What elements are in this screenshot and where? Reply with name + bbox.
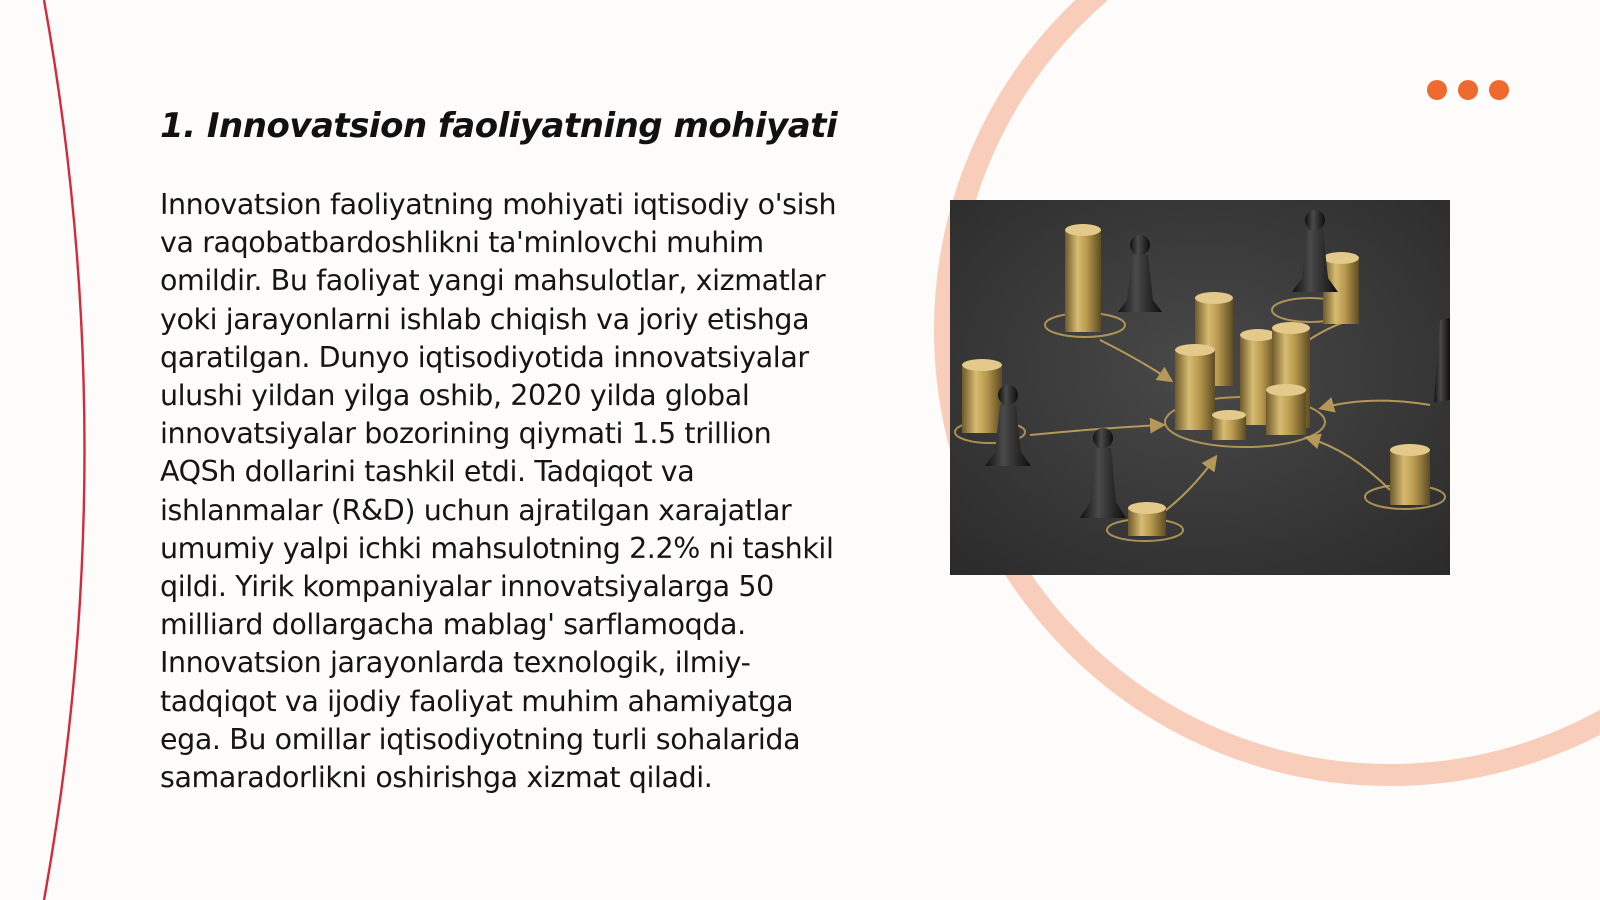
dot-2 [1458,80,1478,100]
three-dots-icon[interactable] [1427,80,1509,100]
dot-1 [1427,80,1447,100]
slide-body-text: Innovatsion faoliyatning mohiyati iqtisodiy o'sish va raqobatbardoshlikni ta'minlovchi muhim omildir. Bu faoliyat yangi mahsulotlar, xizmatlar yoki jarayonlarni ishlab chiqish va joriy etishga qaratilgan. Dunyo iqtisodiyotida innovatsiyalar ulushi yildan yilga oshib, 2020 yilda global innovatsiyalar bozorining qiymati 1.5 trillion AQSh dollarini tashkil etdi. Tadqiqot va ishlanmalar (R&D) uchun ajratilgan xarajatlar umumiy yalpi ichki mahsulotning 2.2% ni tashkil qildi. Yirik kompaniyalar innovatsiyalarga 50 milliard dollargacha mablag' sarflamoqda. Innovatsion jarayonlarda texnologik, ilmiy-tadqiqot va ijodiy faoliyat muhim ahamiyatga ega. Bu omillar iqtisodiyotning turli sohalarida samaradorlikni oshirishga xizmat qiladi. [160,188,837,795]
slide-title: 1. Innovatsion faoliyatning mohiyati [160,106,838,146]
left-accent-line [44,0,85,900]
coins-pawns-image [950,200,1450,575]
dot-3 [1489,80,1509,100]
